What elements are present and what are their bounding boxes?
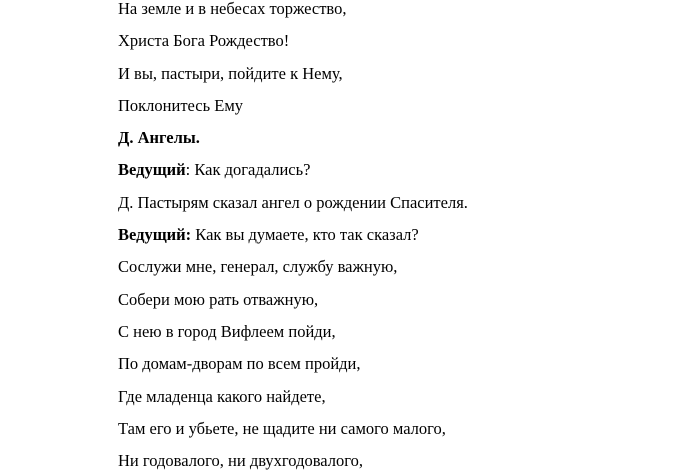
text-line-7 (118, 192, 678, 224)
line-text: Ни годовалого, ни двухгодовалого, (118, 451, 363, 471)
line-text: Сослужи мне, генерал, службу важную, (118, 257, 398, 277)
line-text: Собери мою рать отважную, (118, 289, 319, 309)
speaker-label: Ведущий: (118, 225, 192, 245)
speaker-label: Д. Ангелы. (118, 128, 200, 148)
line-text: Христа Бога Рождество! (118, 31, 290, 51)
text-line-15 (118, 450, 678, 473)
text-line-1 (118, 0, 678, 30)
document-body (118, 0, 678, 473)
line-text: Д. Пастырям сказал ангел о рождении Спасителя. (118, 192, 468, 212)
speaker-line-host-1 (118, 159, 678, 191)
text-line-2 (118, 30, 678, 62)
text-line-11 (118, 321, 678, 353)
line-text: Где младенца какого найдете, (118, 386, 326, 406)
text-line-9 (118, 256, 678, 288)
line-text: На земле и в небесах торжество, (118, 0, 347, 18)
text-line-3 (118, 63, 678, 95)
text-line-10 (118, 289, 678, 321)
text-line-12 (118, 353, 678, 385)
line-text: Как вы думаете, кто так сказал? (191, 225, 419, 245)
line-text: С нею в город Вифлеем пойди, (118, 321, 336, 341)
line-text: И вы, пастыри, пойдите к Нему, (118, 63, 343, 83)
speaker-line-host-2 (118, 224, 678, 256)
text-line-13 (118, 386, 678, 418)
text-line-4 (118, 95, 678, 127)
line-text: : Как догадались? (185, 160, 311, 180)
line-text: Там его и убьете, не щадите ни самого малого, (118, 418, 446, 438)
speaker-label: Ведущий (118, 160, 186, 180)
text-line-14 (118, 418, 678, 450)
speaker-line-children (118, 127, 678, 159)
line-text: Поклонитесь Ему (118, 95, 244, 115)
line-text: По домам-дворам по всем пройди, (118, 354, 361, 374)
